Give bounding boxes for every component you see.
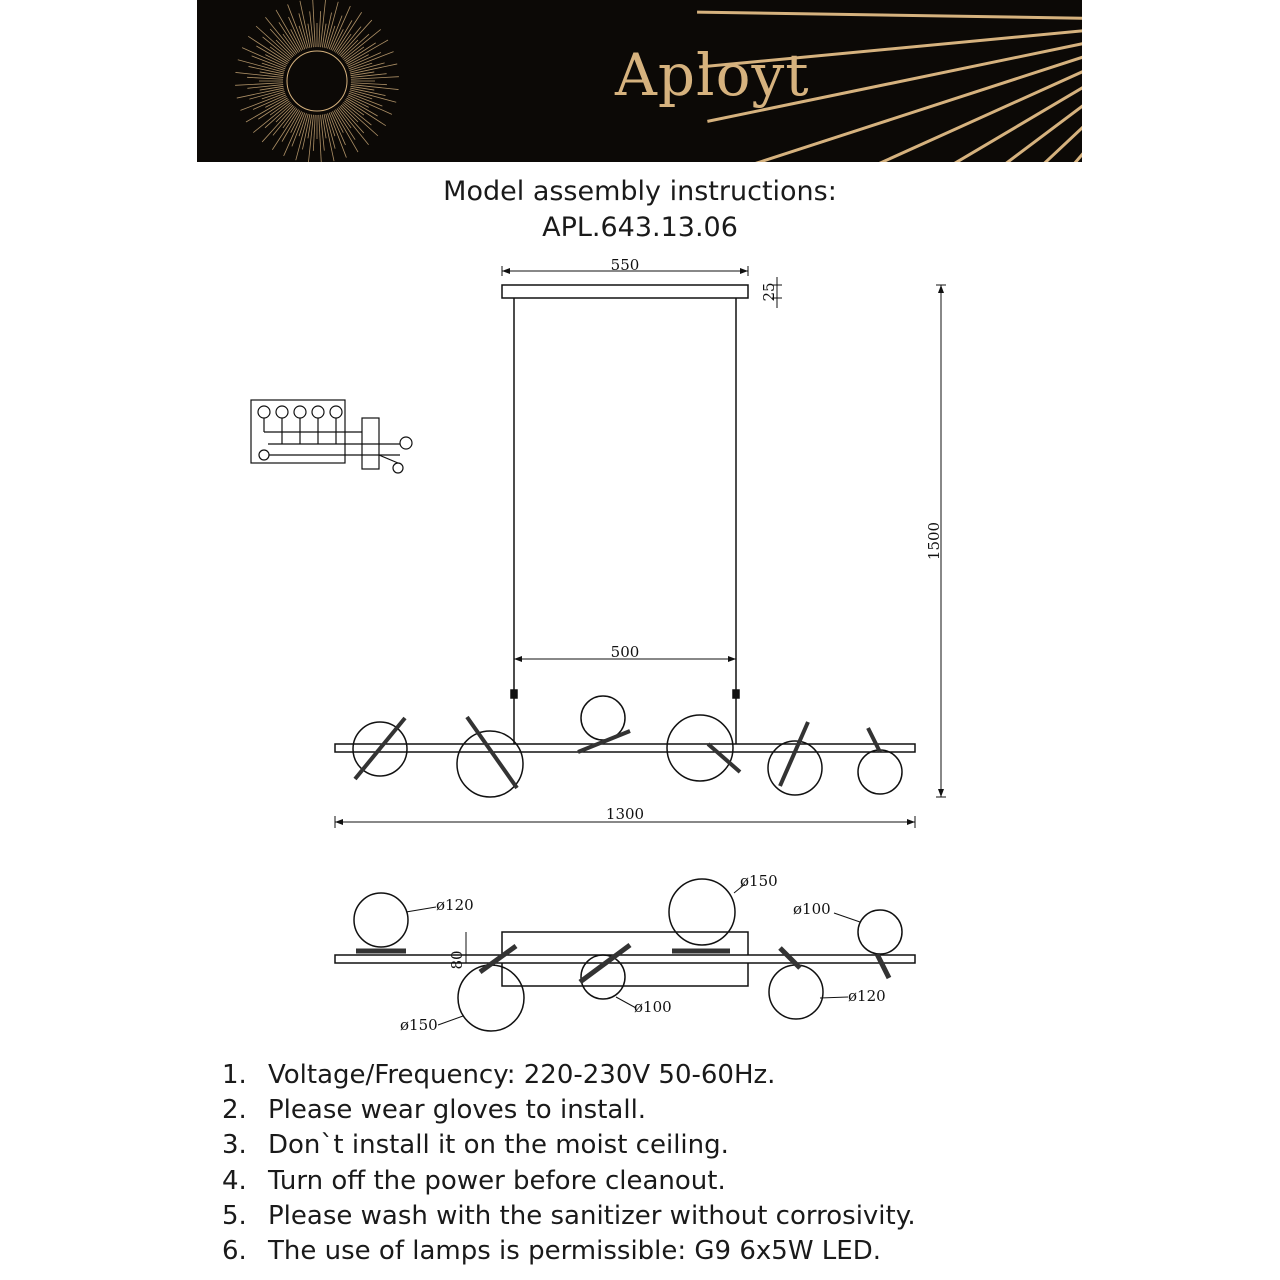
dim-total-length: 1300	[605, 805, 645, 823]
dim-shade-b: ø150	[740, 872, 778, 890]
page-title: Model assembly instructions:	[443, 176, 837, 207]
note-item: 5. Please wash with the sanitizer without corrosivity.	[222, 1200, 916, 1231]
dim-total-height: 1500	[925, 521, 943, 561]
dim-shade-e: ø100	[634, 998, 672, 1016]
wiring-diagram	[251, 400, 412, 473]
note-item: 1. Voltage/Frequency: 220-230V 50-60Hz.	[222, 1060, 776, 1090]
note-item: 3. Don`t install it on the moist ceiling.	[222, 1130, 729, 1161]
note-item: 2. Please wear gloves to install.	[222, 1095, 647, 1126]
dim-shade-a: ø120	[436, 896, 474, 914]
dim-shade-f: ø120	[848, 987, 886, 1005]
dim-rod-spacing: 500	[610, 643, 640, 661]
model-number: APL.643.13.06	[542, 212, 738, 243]
dim-shade-c: ø100	[793, 900, 831, 918]
dim-canopy-width: 550	[610, 256, 640, 274]
main-bar-front	[335, 744, 915, 752]
ceiling-canopy	[502, 285, 748, 298]
main-bar-top	[335, 955, 915, 963]
instruction-notes	[222, 1058, 916, 1269]
note-item: 4. Turn off the power before cleanout.	[222, 1165, 726, 1196]
brand-name: Aployt	[615, 41, 810, 109]
dim-canopy-height: 25	[760, 282, 778, 302]
dim-bar-offset: 80	[448, 950, 466, 970]
note-item: 6. The use of lamps is permissible: G9 6x5W LED.	[222, 1235, 882, 1266]
dim-shade-d: ø150	[400, 1016, 438, 1034]
